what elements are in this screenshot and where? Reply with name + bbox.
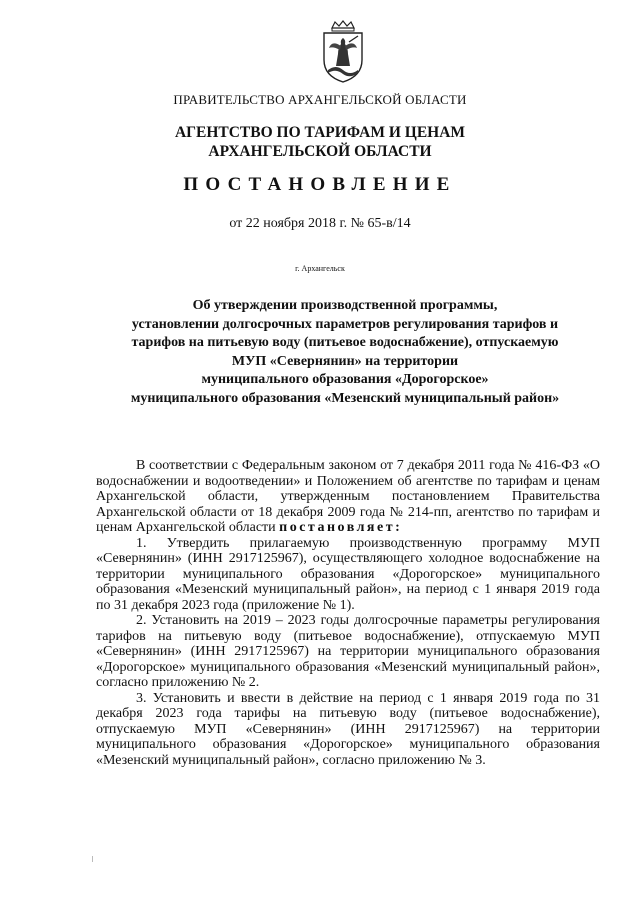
preamble-paragraph (96, 458, 600, 536)
scan-mark (92, 856, 93, 862)
document-subject (90, 297, 600, 408)
date-and-number: от 22 ноября 2018 г. № 65-в/14 (229, 216, 411, 231)
document-type: ПОСТАНОВЛЕНИЕ (183, 174, 457, 195)
clause-2: 2. Установить на 2019 – 2023 годы долгосрочные параметры регулирования тарифов на питьевую воду (питьевое водоснабжение), отпускаемую МУП «Севернянин» (ИНН 2917125967) на территории муниципального образования «Дорогорское» муниципального образования «Мезенский муниципальный район», согласно приложению № 2. (96, 613, 600, 690)
resolves-word: постановляет: (279, 520, 403, 535)
subject-line: тарифов на питьевую воду (питьевое водоснабжение), отпускаемую (131, 335, 559, 350)
arkhangelsk-coat-of-arms-icon (318, 20, 368, 84)
clause-1: 1. Утвердить прилагаемую производственную программу МУП «Севернянин» (ИНН 2917125967), осуществляющего холодное водоснабжение на территории муниципального образования «Дорогорское» муниципального образования «Мезенский муниципальный район», на период с 1 января 2019 года по 31 декабря 2023 года (приложение № 1). (96, 535, 600, 613)
subject-line: муниципального образования «Дорогорское» (201, 372, 489, 387)
agency-name-line1: АГЕНТСТВО ПО ТАРИФАМ И ЦЕНАМ (174, 124, 466, 141)
preamble-text: В соответствии с Федеральным законом от 7 декабря 2011 года № 416-ФЗ «О водоснабжении и водоотведении» и Положением об агентстве по тарифам и ценам Архангельской области, утвержденным постановлением Правительства Архангельской области от 18 декабря 2009 года № 214-пп, агентство по тарифам и ценам Архангельской области (96, 458, 600, 535)
subject-line: муниципального образования «Мезенский муниципальный район» (130, 390, 560, 406)
subject-line: МУП «Севернянин» на территории (231, 353, 459, 369)
government-name: ПРАВИТЕЛЬСТВО АРХАНГЕЛЬСКОЙ ОБЛАСТИ (173, 92, 467, 107)
clause-3: 3. Установить и ввести в действие на период с 1 января 2019 года по 31 декабря 2023 года тарифы на питьевую воду (питьевое водоснабжение), отпускаемую МУП «Севернянин» (ИНН 2917125967) на территории муниципального образования «Дорогорское» муниципального образования «Мезенский муниципальный район», согласно приложению № 3. (96, 690, 600, 768)
agency-name-line2: АРХАНГЕЛЬСКОЙ ОБЛАСТИ (208, 143, 432, 160)
document-body (96, 458, 600, 768)
city: г. Архангельск (295, 264, 345, 273)
subject-line: Об утверждении производственной программы, (192, 298, 498, 313)
agency-name (0, 123, 640, 161)
subject-line: установлении долгосрочных параметров регулирования тарифов и (131, 316, 559, 332)
